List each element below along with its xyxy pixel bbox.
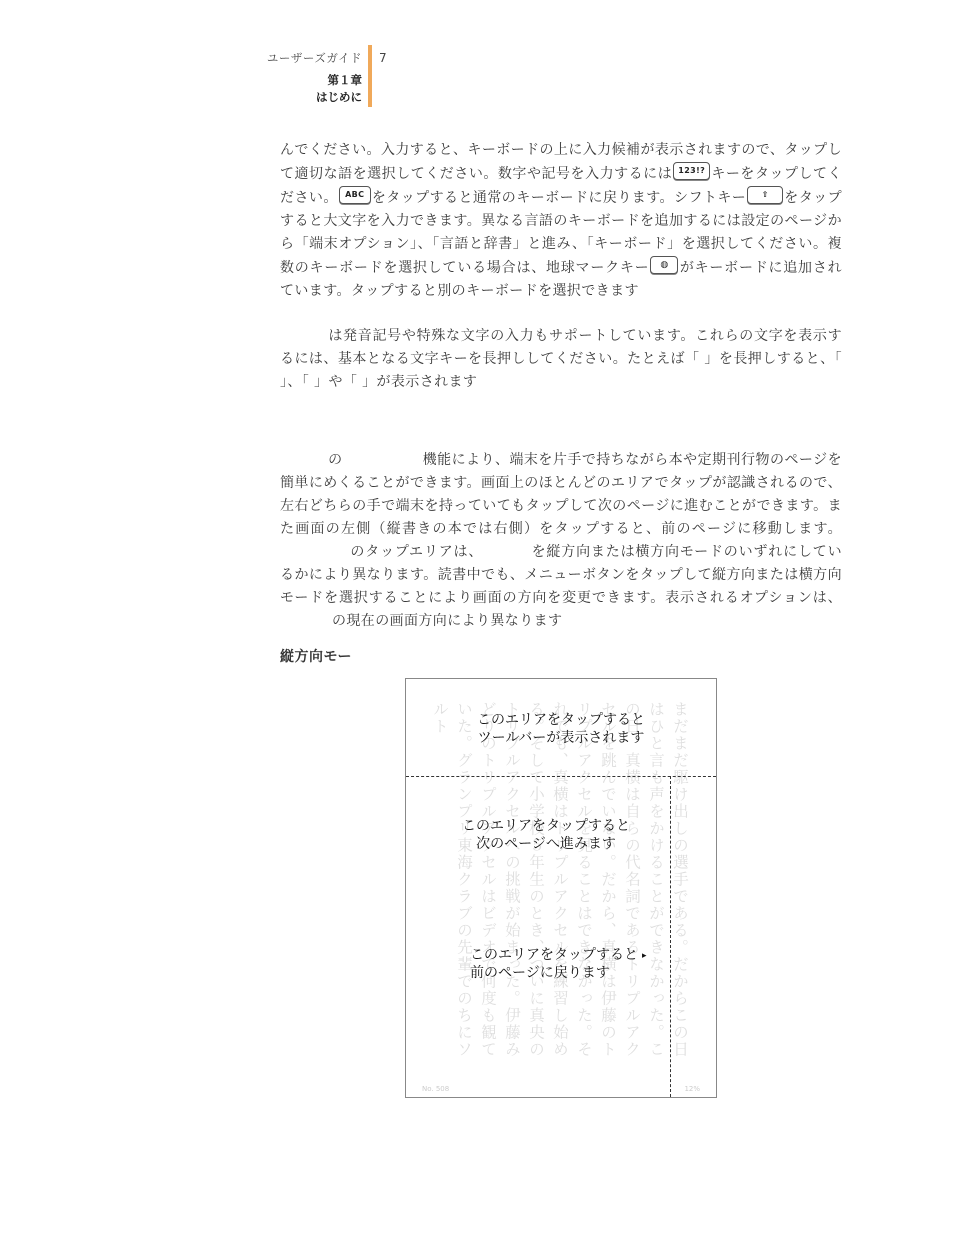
p3-text-d: を縦方向または横方向モードのいずれにしているかにより異なります。読書中でも、メニューボタンをタップして縦方向または横方向モードを選択することにより画面の方向を変更できます。表示されるオプションは、 [280, 544, 843, 606]
abc-key-icon: ABC [339, 186, 371, 204]
chapter-label: 第１章 [327, 73, 362, 87]
numbers-key-icon: 123!? [673, 162, 710, 180]
paragraph-page-turn [280, 449, 842, 633]
paragraph-special-characters [280, 325, 842, 394]
sample-book-text: まだまだ駆け出しの選手である。だからこの日はひと言も声をかけることができなかった。この日、真横は自らの代名詞であるトリプルアクセルを跳んでいない。だから、真横は伊藤のトリプルアクセルを見ることはできなかった。それでも、真横はトリプルアクセルを練習し始める。そして小学校５年生のとき、ついに真央のトリプルアクセルへの挑戦が始まった。伊藤みどりのトリプルアクセルはビデオで何度も観ていた。グランプリ東海クラブの先輩でのちにソルト [431, 701, 689, 1058]
p3-text-e: の現在の画面方向により異なります [332, 613, 563, 629]
location-number: No. 508 [422, 1085, 450, 1093]
previous-page-zone-label [470, 946, 638, 982]
previous-page-zone-line2: 前のページに戻ります [470, 965, 610, 981]
p3-text-c: のタップエリアは、 [350, 544, 484, 560]
toolbar-zone-line1: このエリアをタップすると [477, 712, 645, 728]
p1-text-e: がキーボードに追加されています。タップすると別のキーボードを選択できます [280, 260, 843, 299]
paragraph-keyboard [280, 139, 842, 303]
progress-percent: 12% [684, 1085, 700, 1093]
previous-page-zone-line1: このエリアをタップすると [470, 947, 638, 963]
globe-key-icon: ◍ [650, 256, 678, 274]
p3-text-a: の [328, 452, 343, 468]
arrow-right-icon: ▸ [642, 951, 647, 961]
toolbar-zone-label [406, 711, 716, 747]
next-page-zone-line2: 次のページへ進みます [476, 836, 616, 852]
shift-key-icon: ⇧ [747, 186, 783, 204]
p1-text-a: んでください。入力すると、キーボードの上に入力候補が表示されますので、タップして適切な語を選択してください。数字や記号を入力するには [280, 142, 842, 182]
running-header [267, 50, 362, 106]
tap-zone-figure [405, 678, 717, 1098]
portrait-mode-heading: 縦方向モー [280, 649, 352, 665]
toolbar-zone-line2: ツールバーが表示されます [477, 730, 645, 746]
p1-text-b: キーをタップしてください。 [280, 166, 842, 206]
page-number: 7 [379, 51, 387, 65]
p1-text-c: をタップすると通常のキーボードに戻ります。シフトキー [371, 190, 747, 206]
p3-text-b: 機能により、端末を片手で持ちながら本や定期刊行物のページを簡単にめくることができます。画面上のほとんどのエリアでタップが認識されるので、左右どちらの手で端末を持っていてもタップして次のページに進むことができます。また画面の左側（縦書きの本では右側）をタップすると、前のページに移動します。 [280, 452, 842, 537]
guide-title: ユーザーズガイド [266, 51, 362, 65]
p2-text-a: は発音記号や特殊な文字の入力もサポートしています。これらの文字を表示するには、基本となる文字キーを長押ししてください。たとえば「 」を長押しすると、「 」、「 」や「 」が表示されます [280, 328, 842, 390]
p1-text-d: をタップすると大文字を入力できます。異なる言語のキーボードを追加するには設定のページから「端末オプション」、「言語と辞書」と進み、「キーボード」を選択してください。複数のキーボードを選択している場合は、地球マークキー [280, 190, 842, 276]
next-page-zone-line1: このエリアをタップすると [462, 818, 630, 834]
section-label: はじめに [316, 90, 362, 104]
next-page-zone-label [406, 817, 686, 853]
header-divider [368, 45, 372, 107]
